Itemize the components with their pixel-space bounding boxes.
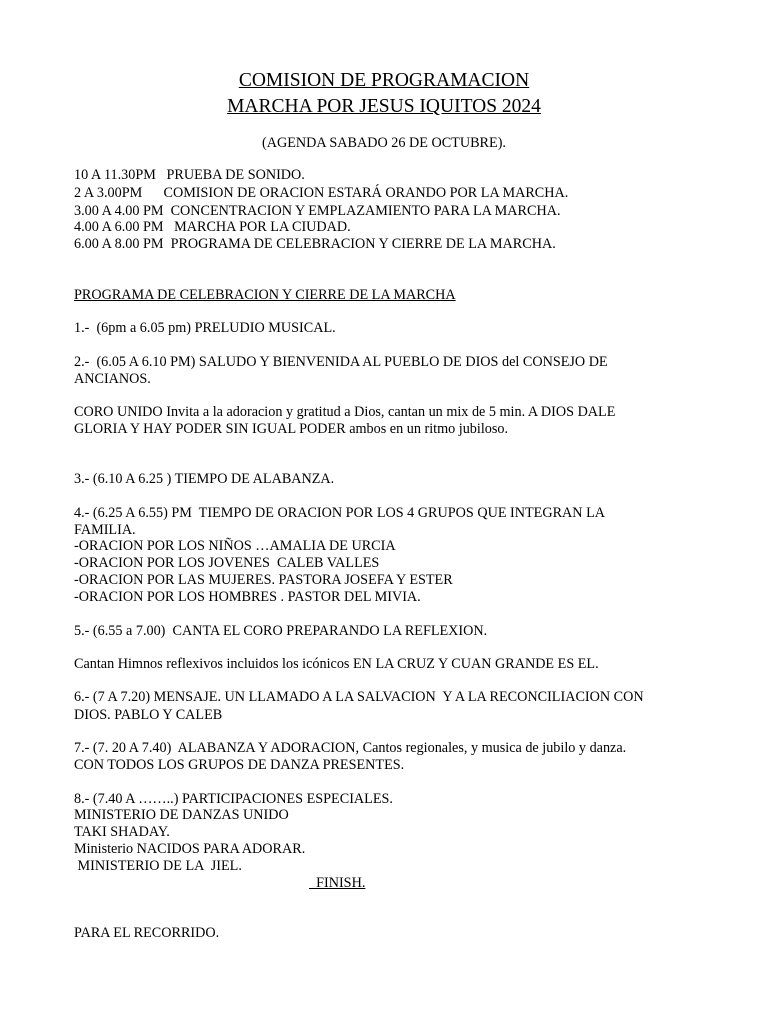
schedule-item: 3.00 A 4.00 PM CONCENTRACION Y EMPLAZAMIENTO PARA LA MARCHA. (74, 203, 561, 219)
program-item: 2.- (6.05 A 6.10 PM) SALUDO Y BIENVENIDA AL PUEBLO DE DIOS del CONSEJO DE (74, 354, 608, 370)
agenda-date: (AGENDA SABADO 26 DE OCTUBRE). (262, 135, 506, 151)
list-item: MINISTERIO DE DANZAS UNIDO (74, 807, 289, 823)
list-item: MINISTERIO DE LA JIEL. (74, 858, 242, 874)
document-title-line2: MARCHA POR JESUS IQUITOS 2024 (227, 96, 541, 117)
program-heading: PROGRAMA DE CELEBRACION Y CIERRE DE LA MARCHA (74, 287, 456, 303)
list-item: -ORACION POR LOS JOVENES CALEB VALLES (74, 555, 380, 571)
program-item-cont: FAMILIA. (74, 522, 136, 538)
himnos-paragraph: Cantan Himnos reflexivos incluidos los icónicos EN LA CRUZ Y CUAN GRANDE ES EL. (74, 656, 599, 672)
program-item-cont: DIOS. PABLO Y CALEB (74, 707, 223, 723)
schedule-item: 2 A 3.00PM COMISION DE ORACION ESTARÁ ORANDO POR LA MARCHA. (74, 185, 569, 201)
program-item-cont: CON TODOS LOS GRUPOS DE DANZA PRESENTES. (74, 757, 405, 773)
program-item: 5.- (6.55 a 7.00) CANTA EL CORO PREPARANDO LA REFLEXION. (74, 623, 488, 639)
list-item: TAKI SHADAY. (74, 824, 170, 840)
finish-label: FINISH. (309, 875, 366, 891)
recorrido-heading: PARA EL RECORRIDO. (74, 925, 220, 941)
coro-paragraph-cont: GLORIA Y HAY PODER SIN IGUAL PODER ambos en un ritmo jubiloso. (74, 421, 509, 437)
list-item: -ORACION POR LAS MUJERES. PASTORA JOSEFA Y ESTER (74, 572, 453, 588)
program-item: 7.- (7. 20 A 7.40) ALABANZA Y ADORACION, Cantos regionales, y musica de jubilo y danza. (74, 740, 627, 756)
list-item: Ministerio NACIDOS PARA ADORAR. (74, 841, 306, 857)
schedule-item: 10 A 11.30PM PRUEBA DE SONIDO. (74, 167, 305, 183)
schedule-item: 4.00 A 6.00 PM MARCHA POR LA CIUDAD. (74, 219, 351, 235)
program-item: 1.- (6pm a 6.05 pm) PRELUDIO MUSICAL. (74, 320, 336, 336)
document-title-line1: COMISION DE PROGRAMACION (238, 70, 530, 91)
schedule-item: 6.00 A 8.00 PM PROGRAMA DE CELEBRACION Y CIERRE DE LA MARCHA. (74, 236, 556, 252)
program-item: 6.- (7 A 7.20) MENSAJE. UN LLAMADO A LA SALVACION Y A LA RECONCILIACION CON (74, 689, 644, 705)
program-item-cont: ANCIANOS. (74, 371, 151, 387)
program-item: 3.- (6.10 A 6.25 ) TIEMPO DE ALABANZA. (74, 471, 335, 487)
list-item: -ORACION POR LOS HOMBRES . PASTOR DEL MIVIA. (74, 589, 421, 605)
list-item: -ORACION POR LOS NIÑOS …AMALIA DE URCIA (74, 538, 396, 554)
program-item: 8.- (7.40 A ……..) PARTICIPACIONES ESPECIALES. (74, 791, 393, 807)
coro-paragraph: CORO UNIDO Invita a la adoracion y gratitud a Dios, cantan un mix de 5 min. A DIOS DALE (74, 404, 616, 420)
program-item: 4.- (6.25 A 6.55) PM TIEMPO DE ORACION POR LOS 4 GRUPOS QUE INTEGRAN LA (74, 505, 606, 521)
